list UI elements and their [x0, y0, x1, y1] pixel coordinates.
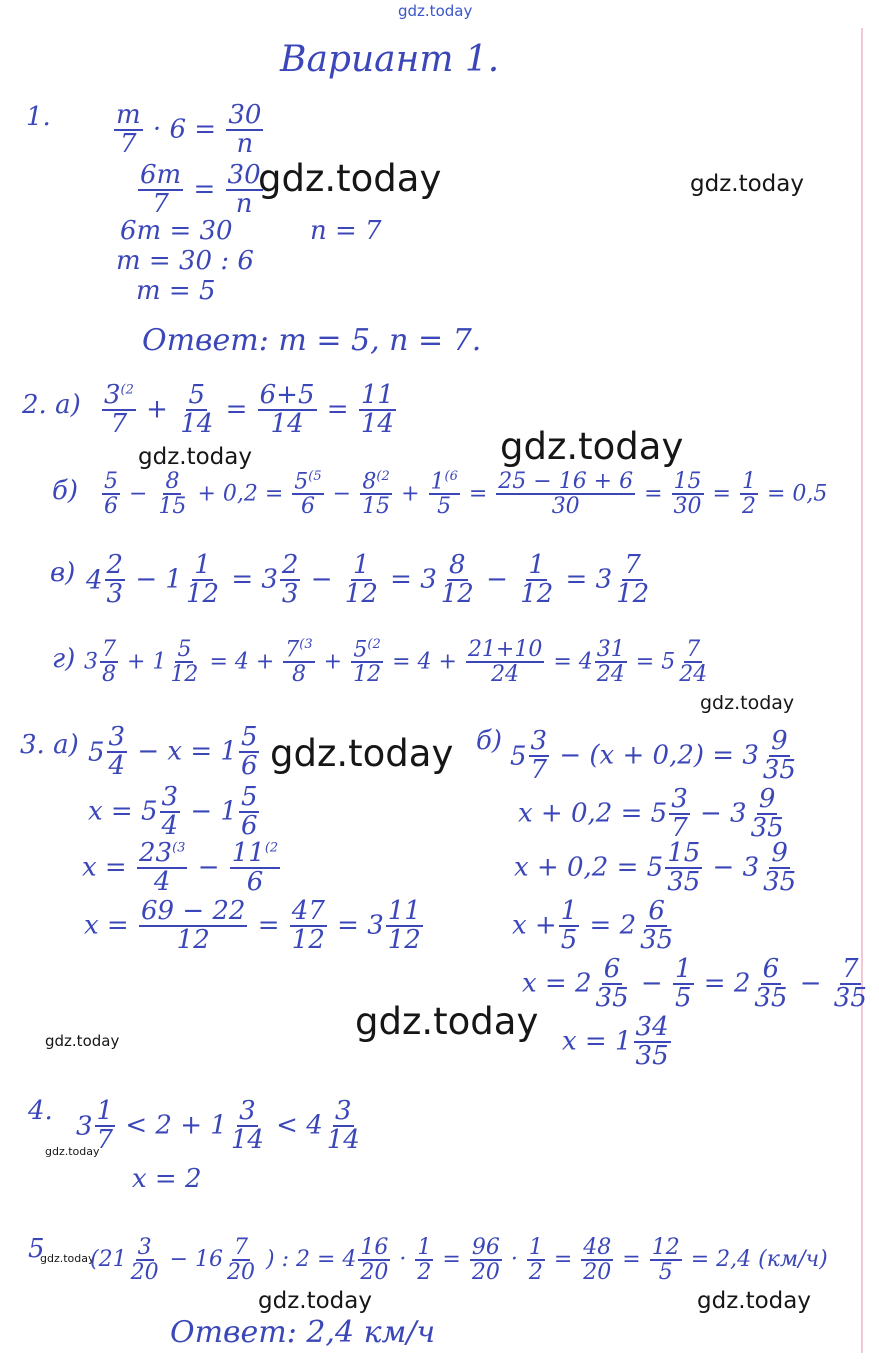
task1-line2: $\frac{6m}{7}$ = $\frac{30}{n}$: [140, 160, 261, 220]
task2-number: 2. а): [22, 390, 81, 420]
task3-a-line4: x = $\frac{69 - 22}{12}$ = $\frac{47}{12}$ = 3 $\frac{11}{12}$: [84, 896, 421, 956]
task3-b-line6: x = 1 $\frac{34}{35}$: [562, 1012, 669, 1072]
task3-a-line2: x = 5 $\frac{3}{4}$ − 1 $\frac{5}{6}$: [88, 782, 258, 842]
task2-b-label: б): [52, 476, 79, 506]
task3-b-line4: x + $\frac{1}{5}$ = 2 $\frac{6}{35}$: [512, 896, 674, 956]
watermark: gdz.today: [697, 1288, 811, 1314]
task3-b-line5: x = 2 $\frac{6}{35}$ − $\frac{1}{5}$ = 2 $\frac{6}{35}$ − $\frac{7}{35}$: [522, 954, 867, 1014]
watermark: gdz.today: [690, 171, 804, 197]
task1-line4: m = 30 : 6: [116, 246, 254, 276]
watermark: gdz.today: [258, 157, 442, 200]
task1-number: 1.: [26, 102, 51, 132]
task5-number: 5: [28, 1234, 45, 1264]
task1-line3: 6m = 30: [120, 216, 233, 246]
task3-b-label: б): [476, 726, 503, 756]
page-title: Вариант 1.: [280, 39, 500, 80]
task3-a-line1: 5 $\frac{3}{4}$ − x = 1 $\frac{5}{6}$: [88, 722, 258, 782]
watermark: gdz.today: [500, 425, 684, 468]
page-margin-line: [861, 28, 863, 1353]
task2-g: 3 $\frac{7}{8}$ + 1 $\frac{5}{12}$ = 4 + $\frac{7^{(3}}{8}$ + $\frac{5^{(2}}{12}$ = 4 + $\frac{21+10}{24}$ = 4 $\frac{31}{24}$ = 5 $\frac{7}{24}$: [84, 637, 708, 688]
task1-line5: m = 5: [136, 276, 216, 306]
task3-b-line3: x + 0,2 = 5 $\frac{15}{35}$ − 3 $\frac{9}{35}$: [514, 838, 797, 898]
task1-line3b: n = 7: [310, 216, 382, 246]
watermark: gdz.today: [258, 1288, 372, 1314]
watermark: gdz.today: [355, 1000, 539, 1043]
task3-b-line1: 5 $\frac{3}{7}$ − (x + 0,2) = 3 $\frac{9}{35}$: [510, 726, 796, 786]
task2-v-label: в): [50, 558, 76, 588]
task1-line1: $\frac{m}{7}$ · 6 = $\frac{30}{n}$: [116, 100, 262, 160]
task2-g-label: г): [52, 644, 76, 674]
task4-number: 4.: [28, 1096, 53, 1126]
task3-a-line3: x = $\frac{23^{(3}}{4}$ − $\frac{11^{(2}}{6}$: [82, 838, 279, 898]
task4-line1: 3 $\frac{1}{7}$ < 2 + 1 $\frac{3}{14}$ < 4 $\frac{3}{14}$: [76, 1096, 360, 1156]
watermark: gdz.today: [40, 1252, 95, 1265]
watermark: gdz.today: [45, 1032, 120, 1050]
task3-number: 3. а): [20, 730, 79, 760]
task2-a: $\frac{3^{(2}}{7}$ + $\frac{5}{14}$ = $\frac{6+5}{14}$ = $\frac{11}{14}$: [104, 380, 394, 440]
watermark: gdz.today: [700, 692, 795, 714]
watermark-top: gdz.today: [398, 2, 473, 20]
task4-line2: x = 2: [132, 1164, 202, 1194]
task5-line1: (21 $\frac{3}{20}$ − 16 $\frac{7}{20}$ ) : 2 = 4 $\frac{16}{20}$ · $\frac{1}{2}$ = $\frac{96}{20}$ · $\frac{1}{2}$ = $\frac{48}{20}$ = $\frac{12}{5}$ = 2,4 (км/ч): [90, 1235, 828, 1286]
watermark: gdz.today: [45, 1145, 100, 1158]
task2-b: $\frac{5}{6}$ − $\frac{8}{15}$ + 0,2 = $\frac{5^{(5}}{6}$ − $\frac{8^{(2}}{15}$ + $\frac{1^{(6}}{5}$ = $\frac{25 - 16 + 6}{30}$ = $\frac{15}{30}$ = $\frac{1}{2}$ = 0,5: [104, 469, 828, 520]
watermark: gdz.today: [270, 732, 454, 775]
task1-answer: Ответ: m = 5, n = 7.: [142, 323, 482, 358]
task2-v: 4 $\frac{2}{3}$ − 1 $\frac{1}{12}$ = 3 $\frac{2}{3}$ − $\frac{1}{12}$ = 3 $\frac{8}{12}$ − $\frac{1}{12}$ = 3 $\frac{7}{12}$: [86, 550, 650, 610]
watermark: gdz.today: [138, 444, 252, 470]
task3-b-line2: x + 0,2 = 5 $\frac{3}{7}$ − 3 $\frac{9}{35}$: [518, 784, 784, 844]
task5-answer: Ответ: 2,4 км/ч: [170, 1315, 436, 1350]
